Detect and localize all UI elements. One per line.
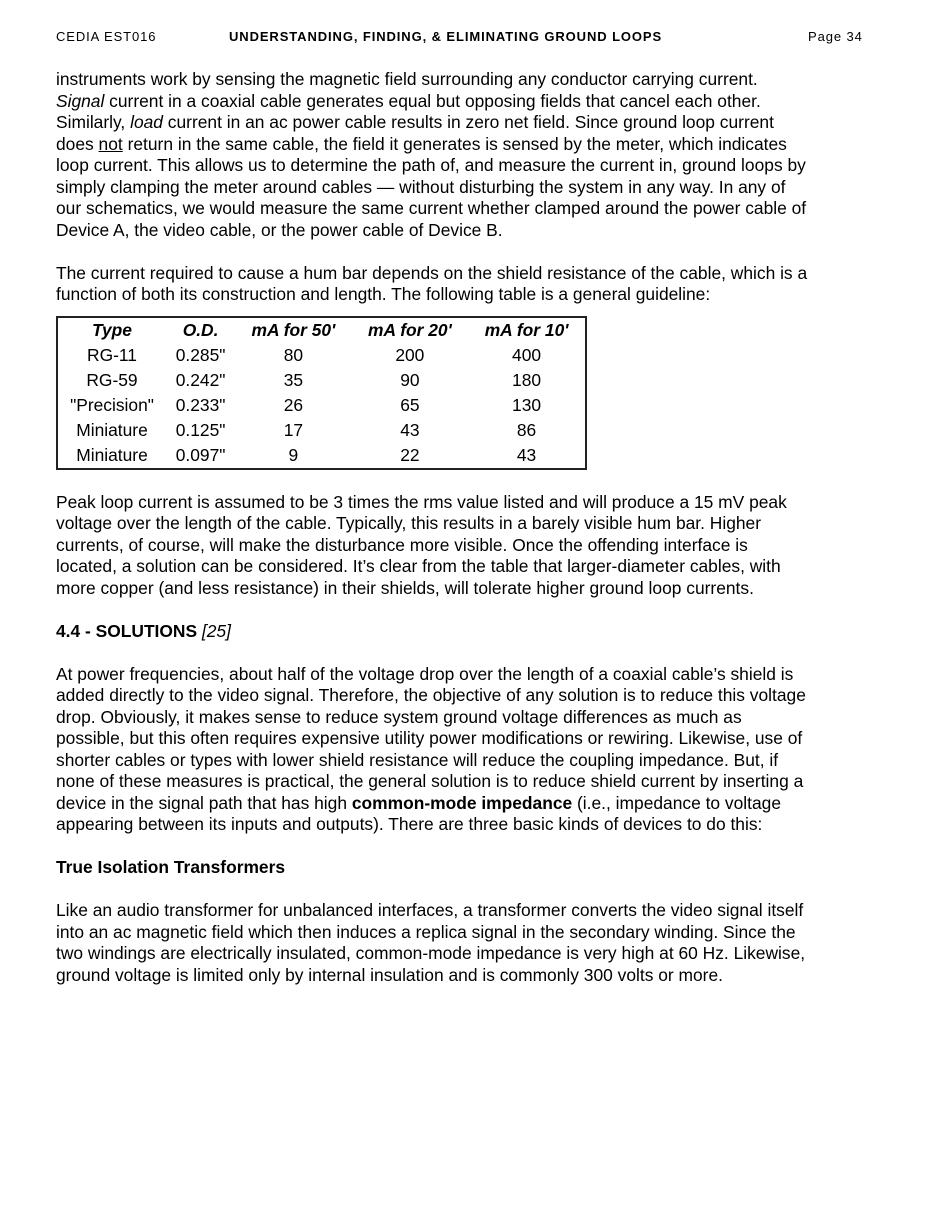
text-line bbox=[56, 728, 876, 750]
text-line bbox=[56, 793, 876, 815]
paragraph bbox=[56, 492, 876, 600]
text-segment: function of both its construction and length. The following table is a general guideline: bbox=[56, 284, 711, 304]
table-cell: 90 bbox=[400, 369, 420, 390]
text-segment: Peak loop current is assumed to be 3 times the rms value listed and will produce a 15 mV peak bbox=[56, 491, 787, 512]
paragraph bbox=[56, 900, 876, 986]
text-line bbox=[56, 943, 876, 965]
paragraph bbox=[56, 263, 876, 306]
column-header: mA for 20' bbox=[368, 319, 452, 340]
text-segment: simply clamping the meter around cables — without disturbing the system in any way. In any of bbox=[56, 176, 786, 197]
table-cell: 400 bbox=[512, 344, 542, 365]
text-segment: ground voltage is limited only by internal insulation and is commonly 300 volts or more. bbox=[56, 964, 723, 985]
table-cell: 0.233" bbox=[175, 394, 226, 415]
text-line bbox=[56, 814, 876, 836]
text-segment: currents, of course, will make the disturbance more visible. Once the offending interface is bbox=[56, 534, 748, 555]
table-cell: 130 bbox=[512, 394, 542, 415]
text-segment: The current required to cause a hum bar depends on the shield resistance of the cable, which is a bbox=[56, 262, 808, 283]
text-line bbox=[56, 492, 876, 514]
table-cell: 65 bbox=[400, 394, 420, 415]
column-header: mA for 50' bbox=[251, 319, 336, 340]
table-cell: 17 bbox=[283, 419, 304, 440]
text-segment: At power frequencies, about half of the voltage drop over the length of a coaxial cable’s shield is bbox=[56, 663, 794, 684]
text-line bbox=[56, 134, 876, 156]
bold-text: common-mode impedance bbox=[351, 792, 573, 813]
table-row bbox=[57, 443, 586, 469]
table-cell: 9 bbox=[288, 444, 299, 465]
text-segment: Similarly, bbox=[56, 112, 131, 132]
text-segment: possible, but this often requires expensive utility power modifications or rewiring. Likewise, use of bbox=[56, 728, 803, 748]
text-line bbox=[56, 578, 876, 600]
table-cell: 26 bbox=[283, 394, 304, 415]
table-cell: Miniature bbox=[76, 419, 148, 440]
text-segment: our schematics, we would measure the same current whether clamped around the power cable of bbox=[56, 198, 807, 218]
text-segment: Like an audio transformer for unbalanced interfaces, a transformer converts the video signal itself bbox=[56, 900, 804, 920]
paragraph bbox=[56, 621, 876, 643]
text-line bbox=[56, 707, 876, 729]
table-cell: Miniature bbox=[76, 444, 148, 465]
text-line bbox=[56, 155, 876, 177]
bold-text: 4.4 - SOLUTIONS bbox=[56, 620, 202, 641]
column-header: O.D. bbox=[182, 319, 219, 340]
text-segment: current in a coaxial cable generates equal but opposing fields that cancel each other. bbox=[104, 90, 761, 111]
text-line bbox=[56, 263, 876, 285]
text-segment: appearing between its inputs and outputs). There are three basic kinds of devices to do this: bbox=[56, 814, 763, 834]
text-segment: does bbox=[56, 133, 99, 154]
table-row bbox=[57, 368, 586, 393]
text-line bbox=[56, 220, 876, 242]
underlined-text: not bbox=[98, 133, 123, 154]
page-body bbox=[56, 69, 876, 986]
text-line bbox=[56, 513, 876, 535]
text-line bbox=[56, 900, 876, 922]
paragraph bbox=[56, 857, 876, 879]
text-line bbox=[56, 535, 876, 557]
text-line bbox=[56, 198, 876, 220]
table-row bbox=[57, 418, 586, 443]
text-segment: (i.e., impedance to voltage bbox=[572, 792, 781, 813]
text-segment: Device A, the video cable, or the power cable of Device B. bbox=[56, 219, 503, 240]
text-line bbox=[56, 685, 876, 707]
table-cell: 22 bbox=[400, 444, 420, 465]
paragraph bbox=[56, 664, 876, 836]
table-cell: 0.285" bbox=[175, 344, 226, 365]
column-header: mA for 10' bbox=[484, 319, 569, 340]
table-row bbox=[57, 393, 586, 418]
italic-text: [25] bbox=[201, 620, 231, 641]
text-line bbox=[56, 177, 876, 199]
text-line bbox=[56, 750, 876, 772]
table-cell: 86 bbox=[516, 419, 537, 440]
text-line bbox=[56, 112, 876, 134]
text-segment: located, a solution can be considered. It’s clear from the table that larger-diameter cables, with bbox=[56, 556, 781, 576]
italic-text: Signal bbox=[56, 90, 105, 111]
table-cell: "Precision" bbox=[70, 394, 154, 415]
table-row bbox=[57, 343, 586, 368]
text-segment: instruments work by sensing the magnetic field surrounding any conductor carrying current. bbox=[56, 69, 758, 89]
table-cell: 35 bbox=[283, 369, 304, 390]
text-segment: drop. Obviously, it makes sense to reduce system ground voltage differences as much as bbox=[56, 706, 742, 727]
table-cell: 0.125" bbox=[175, 419, 226, 440]
text-line bbox=[56, 922, 876, 944]
text-segment: added directly to the video signal. Therefore, the objective of any solution is to reduce this voltage bbox=[56, 685, 806, 705]
text-line bbox=[56, 91, 876, 113]
text-segment: shorter cables or types with lower shield resistance will reduce the coupling impedance. But, if bbox=[56, 749, 779, 770]
header-page-number: Page 34 bbox=[808, 29, 863, 44]
text-line bbox=[56, 69, 876, 91]
text-segment: two windings are electrically insulated, common-mode impedance is very high at 60 Hz. Likewise, bbox=[56, 943, 806, 963]
table-cell: 200 bbox=[395, 344, 425, 365]
text-segment: loop current. This allows us to determine the path of, and measure the current in, ground loops by bbox=[56, 155, 806, 175]
text-line bbox=[56, 771, 876, 793]
column-header: Type bbox=[92, 319, 132, 340]
table-cell: 0.097" bbox=[175, 444, 226, 465]
text-line bbox=[56, 664, 876, 686]
text-line bbox=[56, 556, 876, 578]
text-line bbox=[56, 965, 876, 987]
table-header-row bbox=[57, 317, 586, 343]
table-cell: RG-11 bbox=[87, 344, 137, 365]
text-line bbox=[56, 857, 876, 879]
text-line bbox=[56, 284, 876, 306]
table-cell: RG-59 bbox=[86, 369, 138, 390]
text-segment: voltage over the length of the cable. Typically, this results in a barely visible hum bar. Higher bbox=[56, 513, 762, 533]
header-title: UNDERSTANDING, FINDING, & ELIMINATING GROUND LOOPS bbox=[229, 29, 663, 44]
text-segment: return in the same cable, the field it generates is sensed by the meter, which indicates bbox=[122, 133, 787, 154]
text-line bbox=[56, 621, 876, 643]
italic-text: load bbox=[130, 112, 163, 132]
bold-text: True Isolation Transformers bbox=[56, 857, 286, 877]
table-cell: 0.242" bbox=[175, 369, 226, 390]
text-segment: device in the signal path that has high bbox=[56, 792, 352, 813]
text-segment: current in an ac power cable results in zero net field. Since ground loop current bbox=[162, 112, 774, 132]
table-cell: 43 bbox=[516, 444, 537, 465]
paragraph bbox=[56, 69, 876, 241]
table-cell: 80 bbox=[283, 344, 304, 365]
text-segment: into an ac magnetic field which then induces a replica signal in the secondary winding. Since the bbox=[56, 921, 796, 942]
shield-current-table bbox=[56, 316, 587, 470]
table-cell: 43 bbox=[400, 419, 420, 440]
text-segment: more copper (and less resistance) in their shields, will tolerate higher ground loop currents. bbox=[56, 577, 754, 598]
header-doc-id: CEDIA EST016 bbox=[56, 29, 157, 44]
table-cell: 180 bbox=[512, 369, 542, 390]
text-segment: none of these measures is practical, the general solution is to reduce shield current by inserting a bbox=[56, 771, 804, 791]
